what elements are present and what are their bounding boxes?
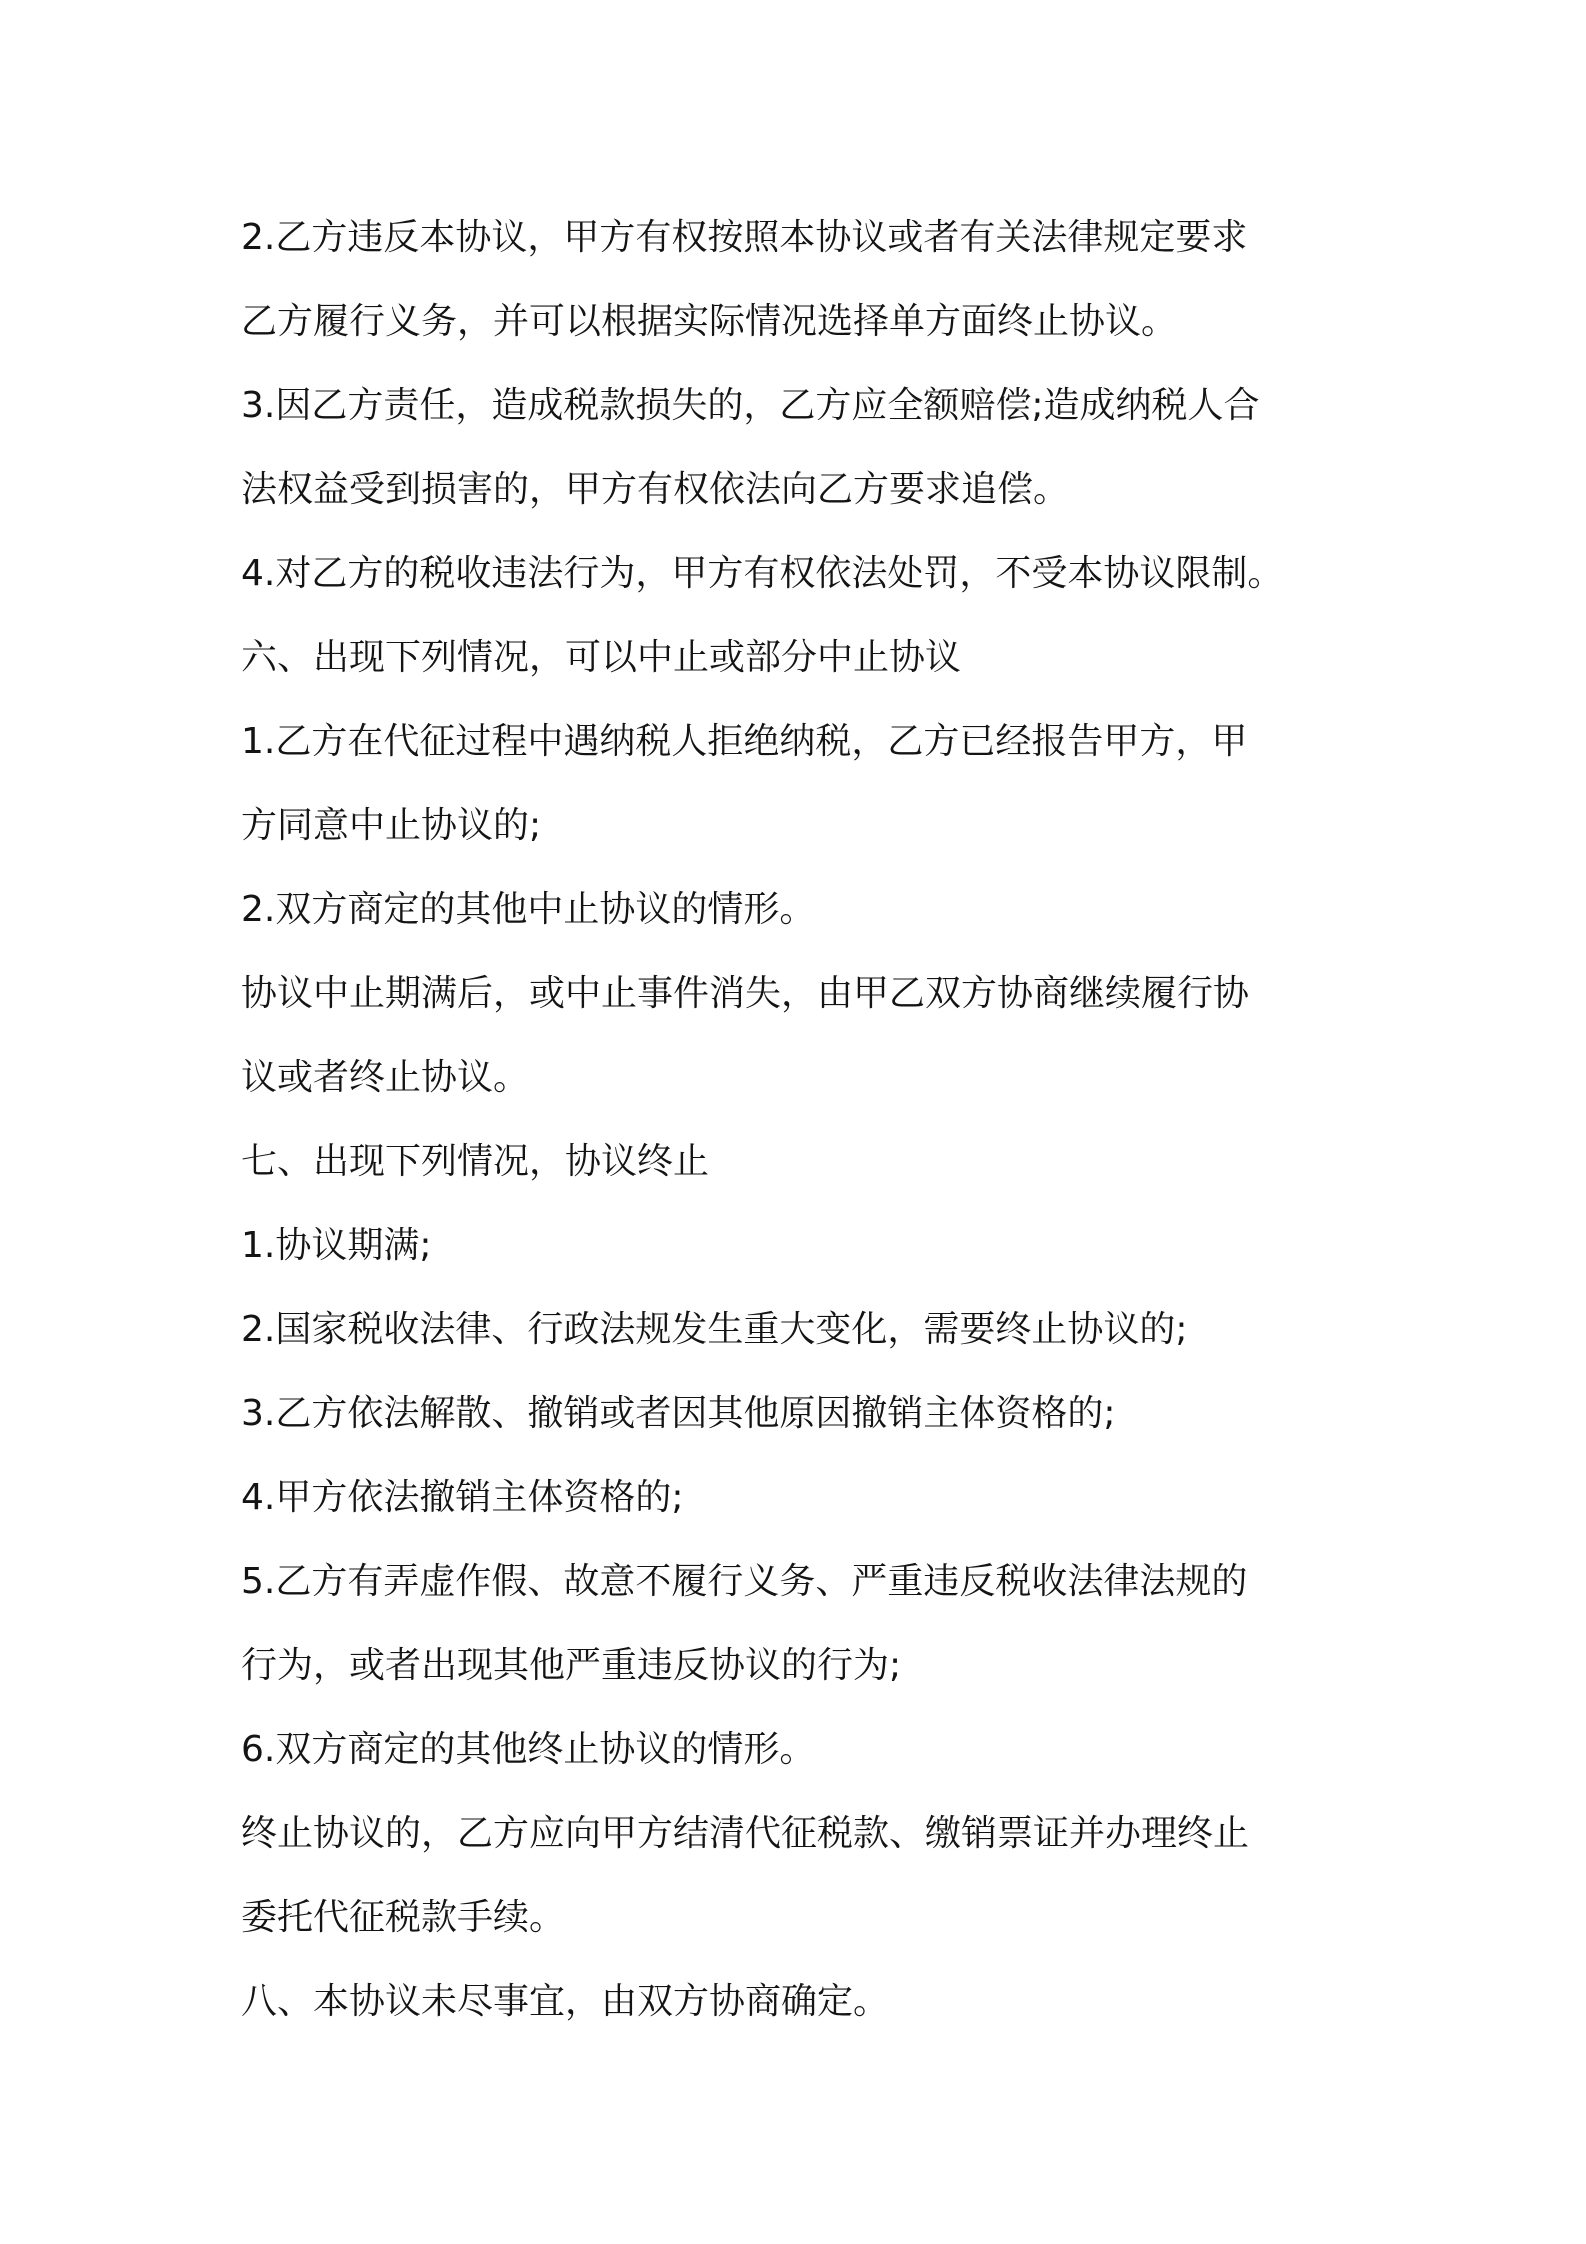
clause-line: 行为，或者出现其他严重违反协议的行为;: [241, 1645, 902, 1686]
section-heading: 八、本协议未尽事宜，由双方协商确定。: [241, 1981, 890, 2022]
clause-line: 2.乙方违反本协议，甲方有权按照本协议或者有关法律规定要求: [241, 217, 1248, 258]
clause-line: 方同意中止协议的;: [241, 805, 542, 846]
clause-line: 终止协议的，乙方应向甲方结清代征税款、缴销票证并办理终止: [241, 1813, 1250, 1854]
clause-line: 3.因乙方责任，造成税款损失的，乙方应全额赔偿;造成纳税人合: [241, 385, 1260, 426]
clause-line: 6.双方商定的其他终止协议的情形。: [241, 1729, 816, 1770]
clause-line: 1.乙方在代征过程中遇纳税人拒绝纳税，乙方已经报告甲方，甲: [241, 721, 1248, 762]
clause-line: 议或者终止协议。: [241, 1057, 530, 1098]
clause-line: 5.乙方有弄虚作假、故意不履行义务、严重违反税收法律法规的: [241, 1561, 1248, 1602]
section-heading: 六、出现下列情况，可以中止或部分中止协议: [241, 637, 962, 678]
clause-line: 协议中止期满后，或中止事件消失，由甲乙双方协商继续履行协: [241, 973, 1250, 1014]
clause-line: 法权益受到损害的，甲方有权依法向乙方要求追偿。: [241, 469, 1070, 510]
clause-line: 2.双方商定的其他中止协议的情形。: [241, 889, 816, 930]
clause-line: 3.乙方依法解散、撤销或者因其他原因撤销主体资格的;: [241, 1393, 1116, 1434]
document-page: [241, 196, 1361, 2044]
clause-line: 乙方履行义务，并可以根据实际情况选择单方面终止协议。: [241, 301, 1178, 342]
clause-line: 委托代征税款手续。: [241, 1897, 566, 1938]
section-heading: 七、出现下列情况，协议终止: [241, 1141, 710, 1182]
clause-line: 2.国家税收法律、行政法规发生重大变化，需要终止协议的;: [241, 1309, 1188, 1350]
clause-line: 4.对乙方的税收违法行为，甲方有权依法处罚，不受本协议限制。: [241, 553, 1284, 594]
clause-line: 1.协议期满;: [241, 1225, 432, 1266]
clause-line: 4.甲方依法撤销主体资格的;: [241, 1477, 684, 1518]
